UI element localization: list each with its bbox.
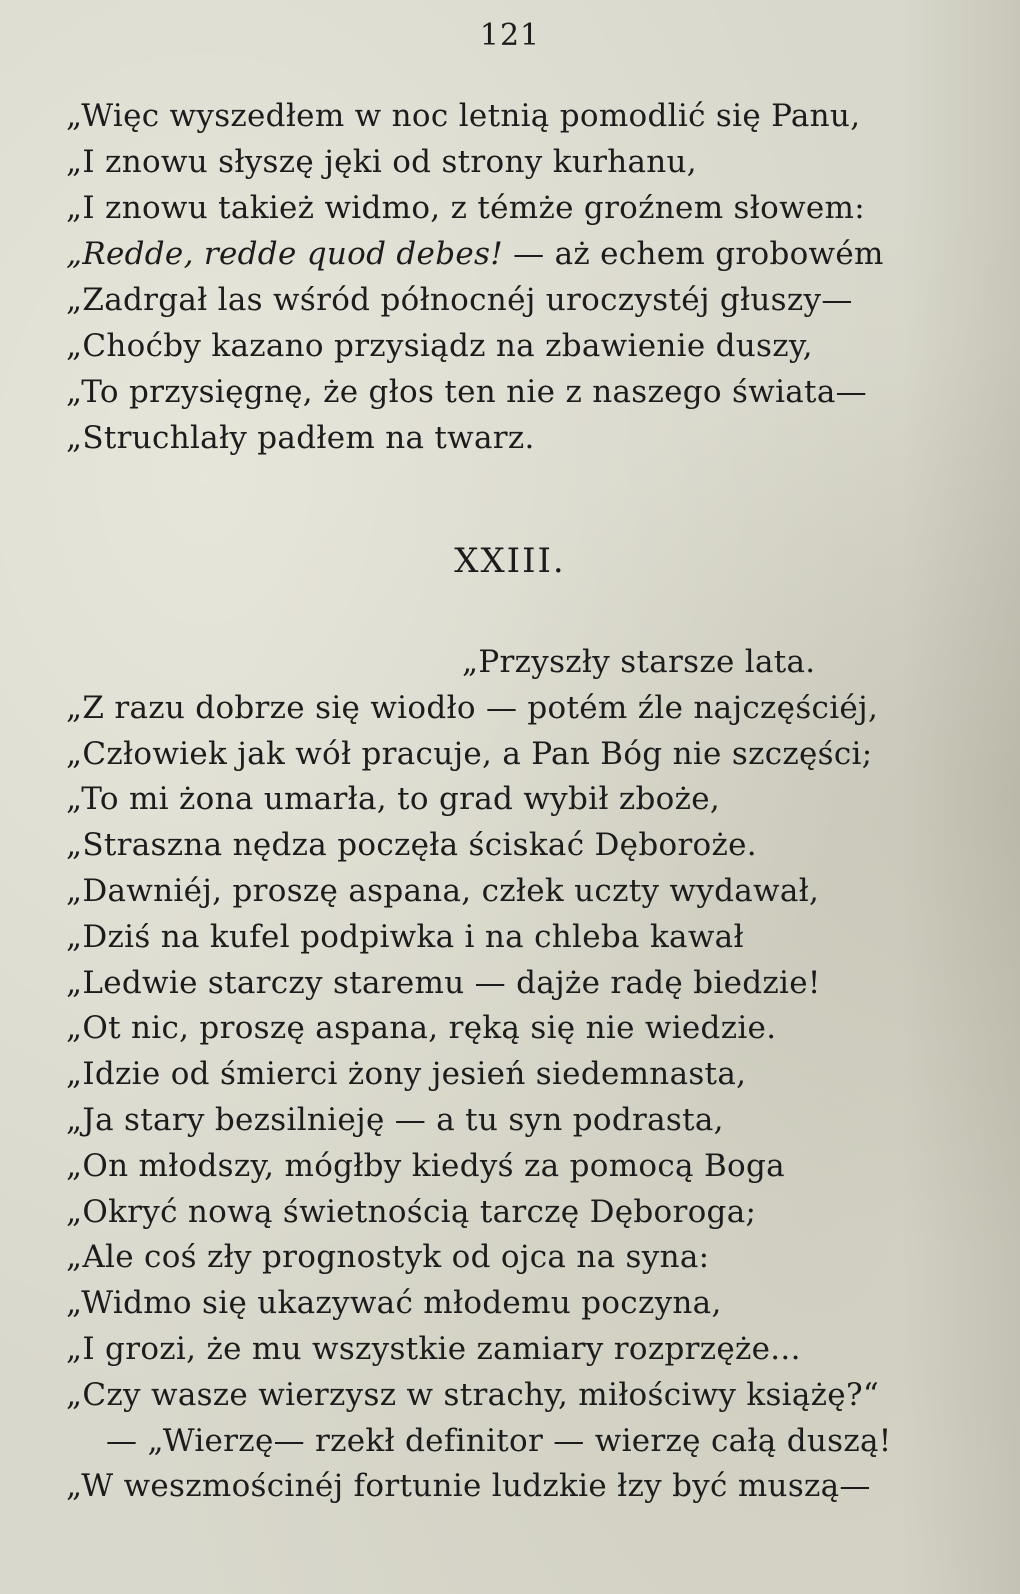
verse-line — [66, 231, 966, 277]
verse-line: „I znowu takież widmo, z témże groźnem słowem: — [66, 190, 865, 226]
verse-line: „Ledwie starczy staremu — dajże radę biedzie! — [66, 964, 821, 1001]
section-heading: XXIII. — [454, 541, 566, 581]
verse-line: „To mi żona umarła, to grad wybił zboże, — [66, 781, 721, 818]
verse-line: „Okryć nową świetnością tarczę Dęboroga; — [66, 1193, 757, 1230]
verse-line: „I grozi, że mu wszystkie zamiary rozprzęże... — [66, 1330, 801, 1367]
verse-line: „Dawniéj, proszę aspana, człek uczty wydawał, — [66, 872, 820, 909]
verse-line: „Człowiek jak wół pracuje, a Pan Bóg nie szczęści; — [66, 735, 873, 772]
verse-line: „Czy wasze wierzysz w strachy, miłościwy książę?“ — [66, 1376, 880, 1413]
verse-line: „Ot nic, proszę aspana, ręką się nie wiedzie. — [66, 1010, 777, 1047]
latin-phrase: „Redde, redde quod debes! — [66, 236, 503, 272]
verse-line: „On młodszy, mógłby kiedyś za pomocą Boga — [66, 1147, 785, 1184]
verse-continuation: — aż echem grobowém — [502, 236, 884, 272]
verse-line: „I znowu słyszę jęki od strony kurhanu, — [66, 144, 697, 180]
verse-line: „Struchlały padłem na twarz. — [66, 420, 535, 456]
stanza-xxii-ending — [66, 93, 966, 461]
page-number: 121 — [479, 18, 541, 53]
verse-line: „Idzie od śmierci żony jesień siedemnasta, — [66, 1056, 747, 1093]
verse-line: „Ale coś zły prognostyk od ojca na syna: — [66, 1239, 710, 1276]
verse-line: „W weszmościnéj fortunie ludzkie łzy być muszą— — [66, 1468, 871, 1505]
verse-line: — „Wierzę— rzekł definitor — wierzę całą duszą! — [106, 1422, 892, 1459]
verse-line: „Zadrgał las wśród północnéj uroczystéj głuszy— — [66, 282, 853, 318]
verse-line: „Dziś na kufel podpiwka i na chleba kawał — [66, 918, 744, 955]
verse-line: „Więc wyszedłem w noc letnią pomodlić się Panu, — [66, 98, 861, 134]
verse-line: „Choćby kazano przysiądz na zbawienie duszy, — [66, 328, 813, 364]
verse-line: „Widmo się ukazywać młodemu poczyna, — [66, 1285, 722, 1322]
stanza-xxiii — [66, 640, 966, 1510]
verse-line: „To przysięgnę, że głos ten nie z naszego świata— — [66, 374, 867, 410]
verse-line: „Przyszły starsze lata. — [462, 644, 816, 680]
verse-line: „Ja stary bezsilnieję — a tu syn podrasta, — [66, 1101, 724, 1138]
verse-line: „Straszna nędza poczęła ściskać Dęboroże. — [66, 827, 757, 864]
verse-line: „Z razu dobrze się wiodło — potém źle najczęściéj, — [66, 689, 879, 726]
